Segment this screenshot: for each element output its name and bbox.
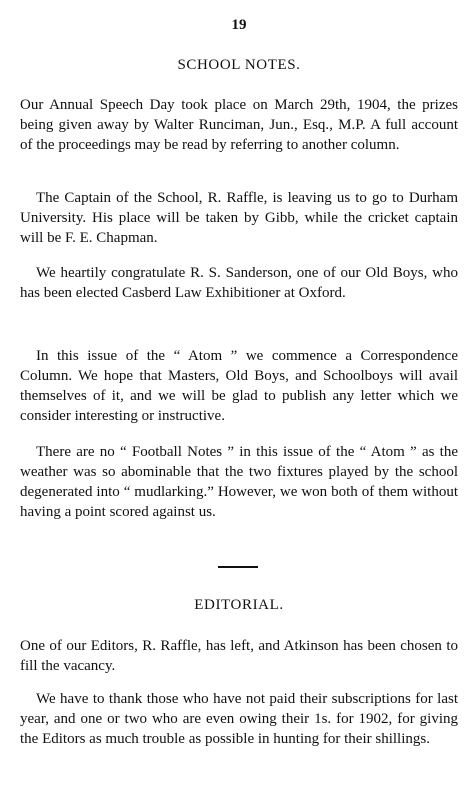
school-notes-heading: SCHOOL NOTES. xyxy=(177,57,301,73)
page-number: 19 xyxy=(231,17,247,33)
school-notes-paragraph-correspondence: In this issue of the “ Atom ” we commence a Correspondence Column. We hope that Masters, Old Boys, and Schoolboys will avail themselves of it, and we will be glad to publish any letter which we consider interesting or instructive. xyxy=(20,348,458,424)
editorial-heading: EDITORIAL. xyxy=(194,597,284,613)
school-notes-paragraph-football: There are no “ Football Notes ” in this issue of the “ Atom ” as the weather was so abominable that the two fixtures played by the school degenerated into “ mudlarking.” However, we won both of them without having a point scored against us. xyxy=(20,444,458,520)
editorial-paragraph-editors: One of our Editors, R. Raffle, has left, and Atkinson has been chosen to fill the vacancy. xyxy=(20,638,458,674)
editorial-paragraph-subscriptions: We have to thank those who have not paid their subscriptions for last year, and one or two who are even owing their 1s. for 1902, for giving the Editors as much trouble as possible in hunting for their shillings. xyxy=(20,691,458,747)
school-notes-paragraph-captain: The Captain of the School, R. Raffle, is leaving us to go to Durham University. His place will be taken by Gibb, while the cricket captain will be F. E. Chapman. xyxy=(20,190,458,246)
school-notes-paragraph-congratulations: We heartily congratulate R. S. Sanderson, one of our Old Boys, who has been elected Casberd Law Exhibitioner at Oxford. xyxy=(20,265,458,301)
section-divider xyxy=(218,566,258,568)
school-notes-paragraph-speech-day: Our Annual Speech Day took place on March 29th, 1904, the prizes being given away by Walter Runciman, Jun., Esq., M.P. A full account of the proceedings may be read by referring to another column. xyxy=(20,97,458,153)
